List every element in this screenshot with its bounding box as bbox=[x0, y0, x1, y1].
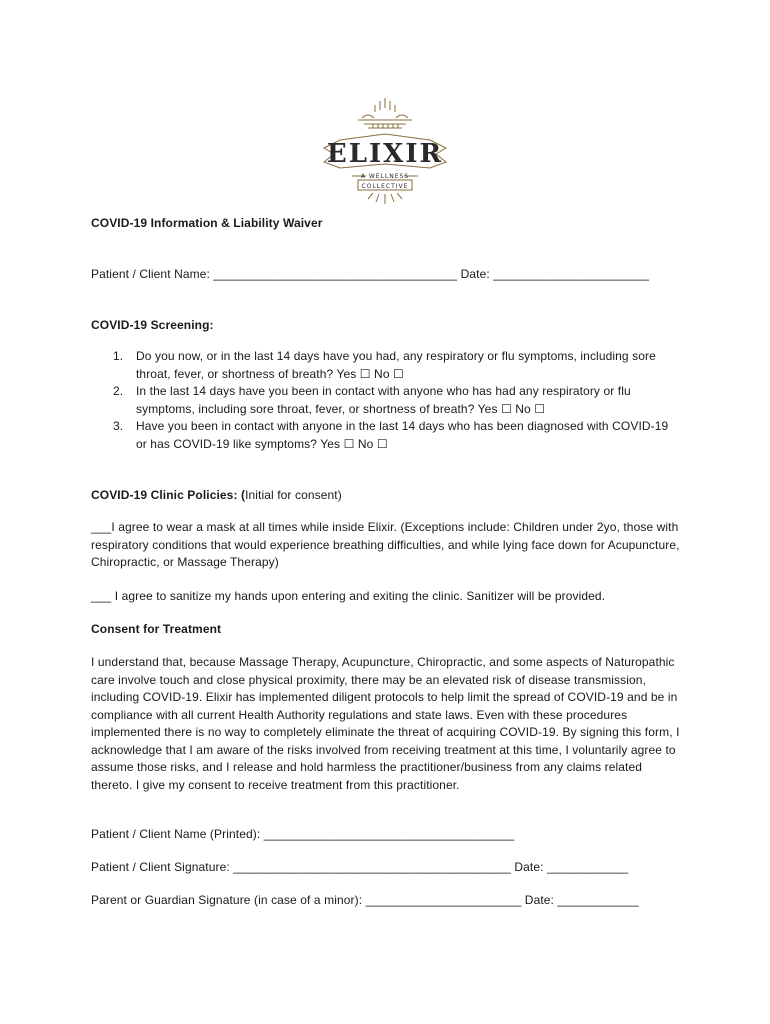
screening-questions bbox=[91, 348, 681, 453]
printed-name-field[interactable]: Patient / Client Name (Printed): _____________________________________ bbox=[91, 827, 515, 841]
logo-tagline-line2: COLLECTIVE bbox=[361, 183, 409, 190]
guardian-signature-field[interactable]: Parent or Guardian Signature (in case of a minor): _______________________ Date: ____________ bbox=[91, 893, 639, 907]
question-text: Do you now, or in the last 14 days have you had, any respiratory or flu symptoms, including sore throat, fever, or shortness of breath? Yes ☐ No ☐ bbox=[136, 349, 656, 381]
policies-heading-note: Initial for consent) bbox=[245, 488, 342, 502]
logo-tagline-line1: A WELLNESS bbox=[360, 173, 410, 180]
policies-heading-bold: COVID-19 Clinic Policies: ( bbox=[91, 488, 246, 502]
question-text: Have you been in contact with anyone in the last 14 days who has been diagnosed with COVID-19 or has COVID-19 like symptoms? Yes ☐ No ☐ bbox=[136, 419, 669, 451]
elixir-logo bbox=[318, 96, 452, 206]
logo-wordmark: ELIXIR bbox=[326, 139, 444, 169]
screening-question[interactable] bbox=[91, 418, 681, 453]
patient-name-date-field[interactable]: Patient / Client Name: ____________________________________ Date: _______________________ bbox=[91, 267, 650, 281]
client-signature-field[interactable]: Patient / Client Signature: _________________________________________ Date: ____________ bbox=[91, 860, 629, 874]
screening-question[interactable] bbox=[91, 348, 681, 383]
question-number: 3. bbox=[113, 419, 124, 433]
screening-heading: COVID-19 Screening: bbox=[91, 318, 214, 332]
question-number: 2. bbox=[113, 384, 124, 398]
question-text: In the last 14 days have you been in contact with anyone who has had any respiratory or flu symptoms, including sore throat, fever, or shortness of breath? Yes ☐ No ☐ bbox=[136, 384, 631, 416]
consent-heading: Consent for Treatment bbox=[91, 622, 222, 636]
policies-heading bbox=[91, 487, 342, 505]
mask-policy-initial-field[interactable]: ___I agree to wear a mask at all times while inside Elixir. (Exceptions include: Children under 2yo, those with respiratory conditions that would experience breathing difficulties, and while lying face down for Acupuncture, Chiropractic, or Massage Therapy) bbox=[91, 520, 680, 569]
screening-question[interactable] bbox=[91, 383, 681, 418]
document-title: COVID-19 Information & Liability Waiver bbox=[91, 216, 323, 230]
sanitize-policy-initial-field[interactable]: ___ I agree to sanitize my hands upon entering and exiting the clinic. Sanitizer will be provided. bbox=[91, 589, 606, 603]
question-number: 1. bbox=[113, 349, 124, 363]
consent-paragraph: I understand that, because Massage Therapy, Acupuncture, Chiropractic, and some aspects of Naturopathic care involve touch and close physical proximity, there may be an elevated risk of disease transmission, including COVID-19. Elixir has implemented diligent protocols to help limit the spread of COVID-19 and be in compliance with all current Health Authority regulations and state laws. Even with these procedures implemented there is no way to completely eliminate the threat of acquiring COVID-19. By signing this form, I acknowledge that I am aware of the risks involved from receiving treatment at this time, I voluntarily agree to assume those risks, and I release and hold harmless the practitioner/business from any claims related thereto. I give my consent to receive treatment from this practitioner. bbox=[91, 655, 680, 792]
